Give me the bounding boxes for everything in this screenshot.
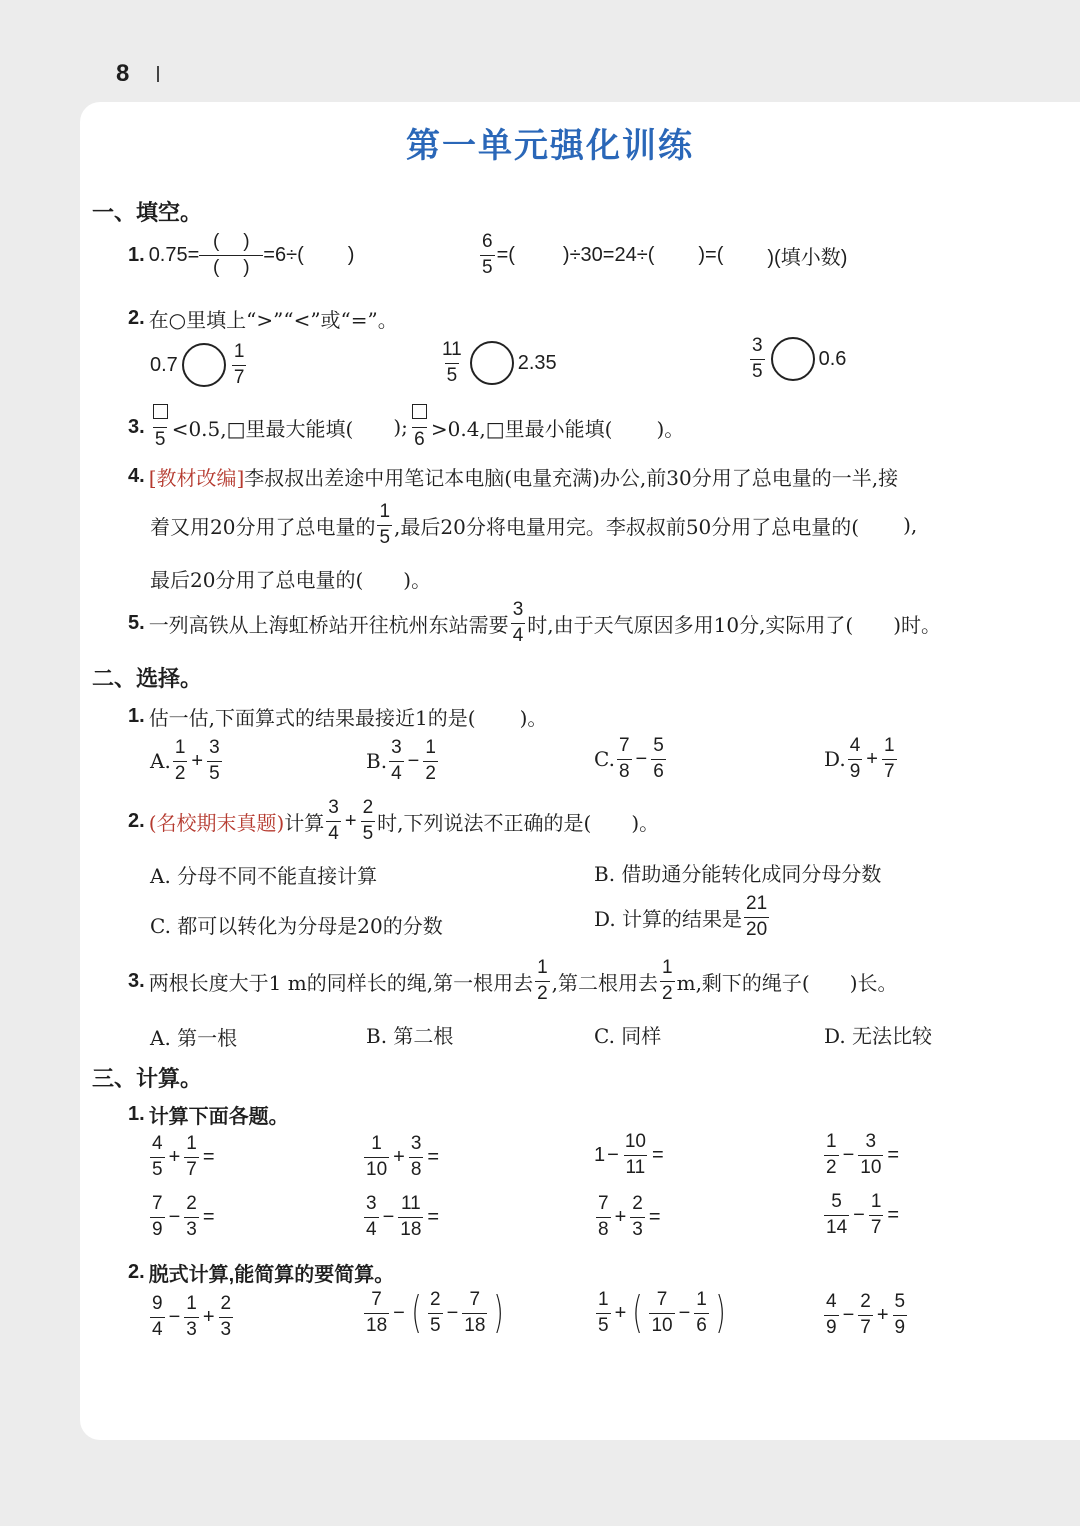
s2-q3-option-c[interactable]: C. 同样 (594, 1024, 662, 1048)
s1-q1 (128, 232, 354, 279)
calc-1c: 1 − $\frac{10}{11}$ = (594, 1131, 664, 1178)
s2-q3: 3. 两根长度大于1 m的同样长的绳,第一根用去 $\frac{1}{2}$ ,第二根用去 $\frac{1}{2}$ m,剩下的绳子( )长。 (128, 957, 898, 1004)
compare-circle[interactable] (771, 337, 815, 381)
calc-3a: $\frac{9}{4}$ − $\frac{1}{3}$ + $\frac{2}{3}$ (152, 1293, 232, 1340)
calc-2c: $\frac{7}{8}$ + $\frac{2}{3}$ = (598, 1193, 661, 1240)
q-number: 3. (128, 969, 145, 992)
s2-q3-option-a[interactable]: A. 第一根 (150, 1026, 238, 1050)
q1-text-e: =( (496, 243, 515, 266)
page-title: 第一单元强化训练 (406, 127, 694, 165)
s1-q2 (128, 304, 398, 333)
calc-3b: $\frac{7}{18}$ − ( $\frac{2}{5}$ − $\frac{7}{18}$ ) (366, 1287, 505, 1339)
page-number: 8 (116, 60, 130, 87)
calc-1d: $\frac{1}{2}$ − $\frac{3}{10}$ = (826, 1131, 900, 1178)
worksheet-paper (80, 102, 1080, 1440)
compare-circle[interactable] (470, 341, 514, 385)
q-number: 5. (128, 611, 145, 634)
s2-q3-option-d[interactable]: D. 无法比较 (824, 1024, 933, 1048)
s1-q1-part2 (478, 232, 847, 279)
q1-text-g: )=( (698, 243, 724, 266)
q-number: 1. (128, 1103, 145, 1125)
q2-text: 在○里填上“>”“<”或“=”。 (148, 308, 398, 332)
compare-b: $\frac{11}{5}$ 2.35 (442, 339, 557, 386)
s1-q4-line1: 4. [教材改编] 李叔叔出差途中用笔记本电脑(电量充满)办公,前30分用了总电量的一半,接 (128, 462, 898, 491)
option-d[interactable]: D. $\frac{4}{9}$ + $\frac{1}{7}$ (824, 735, 895, 782)
q-number: 2. (128, 809, 145, 832)
q1-text-a: 0.75= (148, 243, 200, 266)
q-number: 1. (128, 705, 145, 727)
s2-q2: 2. (名校期末真题) 计算 $\frac{3}{4}$ + $\frac{2}{5}$ 时,下列说法不正确的是( )。 (128, 797, 660, 844)
calc-2b: $\frac{3}{4}$ − $\frac{11}{18}$ = (366, 1193, 440, 1240)
section-2-heading: 二、选择。 (92, 666, 203, 691)
compare-c: $\frac{3}{5}$ 0.6 (752, 335, 847, 382)
q-number: 1. (128, 243, 145, 266)
option-c[interactable]: C. $\frac{7}{8}$ − $\frac{5}{6}$ (594, 735, 664, 782)
q-number: 4. (128, 465, 145, 487)
fraction: $\frac{6}{5}$ (482, 231, 493, 278)
option-b[interactable]: B. $\frac{3}{4}$ − $\frac{1}{2}$ (366, 737, 436, 784)
source-tag: [教材改编] (148, 466, 245, 490)
calc-1a: $\frac{4}{5}$ + $\frac{1}{7}$ = (152, 1133, 215, 1180)
calc-1b: $\frac{1}{10}$ + $\frac{3}{8}$ = (366, 1133, 440, 1180)
calc-3c: $\frac{1}{5}$ + ( $\frac{7}{10}$ − $\frac{1}{6}$ ) (598, 1287, 726, 1339)
q-number: 3. (128, 415, 145, 438)
compare-a: 0.7 $\frac{1}{7}$ (150, 341, 245, 388)
blank-fraction: $\frac{( )}{( )}$ (201, 232, 261, 279)
option-a[interactable]: A. $\frac{1}{2}$ + $\frac{3}{5}$ (150, 737, 220, 784)
s2-q2-option-a[interactable]: A. 分母不同不能直接计算 (150, 864, 378, 888)
q1-text-c: ) (347, 243, 355, 266)
s2-q3-option-b[interactable]: B. 第二根 (366, 1024, 454, 1048)
s2-q2-option-b[interactable]: B. 借助通分能转化成同分母分数 (594, 862, 882, 886)
s1-q4-line3: 最后20分用了总电量的( )。 (150, 568, 432, 592)
s1-q5: 5. 一列高铁从上海虹桥站开往杭州东站需要 $\frac{3}{4}$ 时,由于天气原因多用10分,实际用了( )时。 (128, 599, 942, 646)
q1-text-f: )÷30=24÷( (562, 243, 655, 266)
source-tag: (名校期末真题) (148, 810, 285, 835)
q1-text-b: =6÷( (263, 243, 304, 266)
s2-q1: 1. 估一估,下面算式的结果最接近1的是( )。 (128, 705, 548, 730)
q-number: 2. (128, 1261, 145, 1283)
q-number: 2. (128, 307, 145, 329)
calc-2a: $\frac{7}{9}$ − $\frac{2}{3}$ = (152, 1193, 215, 1240)
s3-q2: 2. 脱式计算,能简算的要简算。 (128, 1261, 395, 1286)
q1-text-h: )(填小数) (767, 246, 848, 269)
compare-circle[interactable] (182, 343, 226, 387)
s1-q3: 3. 5 <0.5,□里最大能填( ); 6 >0.4,□里最小能填( )。 (128, 404, 684, 451)
s3-q1: 1. 计算下面各题。 (128, 1103, 289, 1128)
calc-2d: $\frac{5}{14}$ − $\frac{1}{7}$ = (826, 1191, 900, 1238)
calc-3d: $\frac{4}{9}$ − $\frac{2}{7}$ + $\frac{5}{9}$ (826, 1291, 906, 1338)
s1-q4-line2: 着又用20分用了总电量的 $\frac{1}{5}$ ,最后20分将电量用完。李叔叔前50分用了总电量的( ), (150, 501, 918, 548)
s2-q2-option-d[interactable]: D. 计算的结果是 $\frac{21}{20}$ (594, 893, 768, 940)
section-1-heading: 一、填空。 (92, 200, 203, 225)
page-divider (157, 66, 159, 82)
section-3-heading: 三、计算。 (92, 1066, 203, 1091)
s2-q2-option-c[interactable]: C. 都可以转化为分母是20的分数 (150, 914, 443, 938)
